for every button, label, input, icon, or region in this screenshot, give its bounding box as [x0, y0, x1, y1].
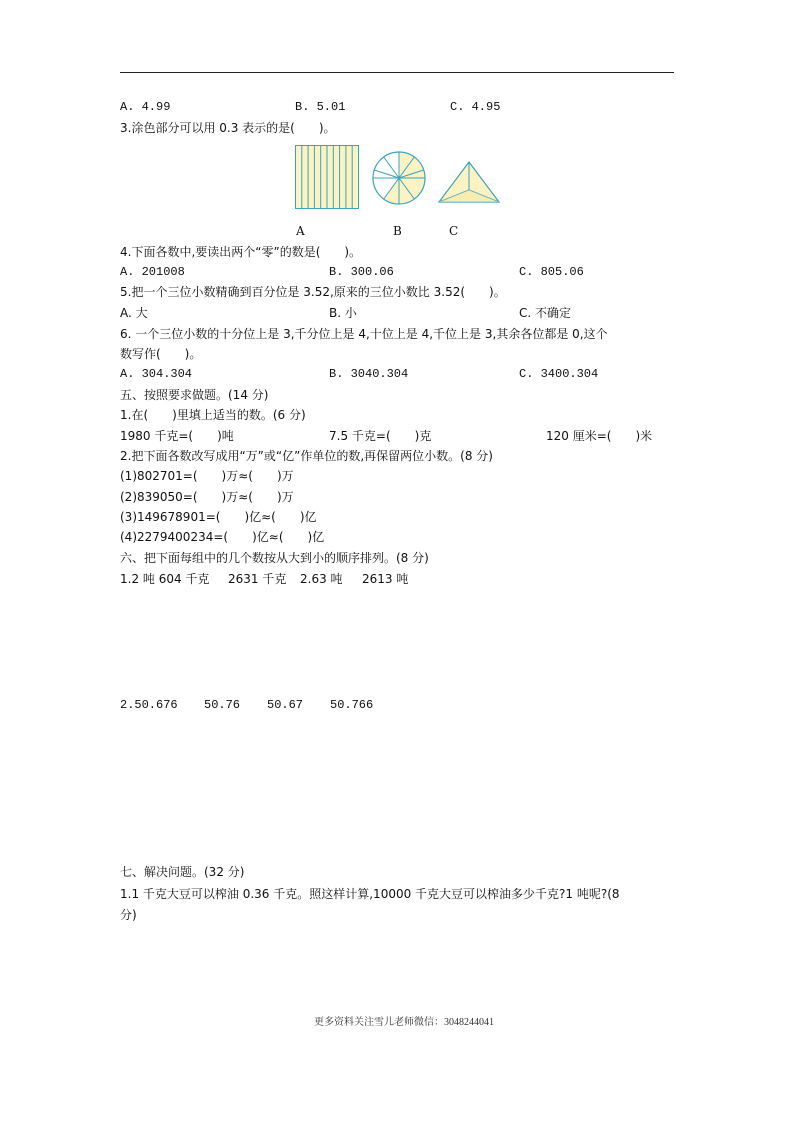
- section6-group1-item: 1.2 吨 604 千克: [120, 572, 210, 586]
- section6-group2-item: 50.67: [267, 698, 304, 712]
- figure-c-triangle: [437, 160, 501, 204]
- q4-option-a[interactable]: A. 201008: [120, 265, 185, 279]
- section6-group1-item: 2.63 吨: [300, 572, 343, 586]
- figure-label-c: C: [449, 224, 459, 238]
- section7-q1-line1: 1.1 千克大豆可以榨油 0.36 千克。照这样计算,10000 千克大豆可以榨油多少千克?1 吨呢?(8: [120, 887, 620, 901]
- figure-b-circle: [371, 150, 427, 206]
- section7-title: 七、解决问题。(32 分): [120, 865, 245, 879]
- q6-option-b[interactable]: B. 3040.304: [329, 367, 409, 381]
- footer-note: 更多资料关注雪儿老师微信：3048244041: [314, 1017, 494, 1028]
- q6-question-line1: 6. 一个三位小数的十分位上是 3,千分位上是 4,十位上是 4,千位上是 3,其余各位都是 0,这个: [120, 327, 608, 341]
- top-rule: [120, 72, 674, 73]
- prev-option-b[interactable]: B. 5.01: [295, 100, 346, 114]
- section6-group1-item: 2631 千克: [228, 572, 287, 586]
- section5-sub1-item[interactable]: 120 厘米=( )米: [546, 429, 653, 443]
- q5-option-b[interactable]: B. 小: [329, 306, 357, 320]
- figure-label-a: A: [296, 224, 305, 238]
- section5-sub1-item[interactable]: 7.5 千克=( )克: [329, 429, 432, 443]
- section5-sub2-title: 2.把下面各数改写成用“万”或“亿”作单位的数,再保留两位小数。(8 分): [120, 449, 493, 463]
- section6-group2-item: 2.50.676: [120, 698, 178, 712]
- q4-option-b[interactable]: B. 300.06: [329, 265, 394, 279]
- section5-sub2-item[interactable]: (3)149678901=( )亿≈( )亿: [120, 510, 317, 524]
- section7-q1-line2: 分): [120, 908, 137, 922]
- q6-question-line2: 数写作( )。: [120, 347, 202, 361]
- prev-option-c[interactable]: C. 4.95: [450, 100, 501, 114]
- figure-a-striped-square: [295, 145, 359, 209]
- section5-sub2-item[interactable]: (2)839050=( )万≈( )万: [120, 490, 294, 504]
- q5-question: 5.把一个三位小数精确到百分位是 3.52,原来的三位小数比 3.52( )。: [120, 285, 506, 299]
- section6-title: 六、把下面每组中的几个数按从大到小的顺序排列。(8 分): [120, 551, 429, 565]
- section6-group1-item: 2613 吨: [362, 572, 409, 586]
- q4-option-c[interactable]: C. 805.06: [519, 265, 584, 279]
- section5-sub2-item[interactable]: (1)802701=( )万≈( )万: [120, 469, 294, 483]
- section5-sub1-title: 1.在( )里填上适当的数。(6 分): [120, 408, 306, 422]
- figure-label-b: B: [393, 224, 402, 238]
- prev-option-a[interactable]: A. 4.99: [120, 100, 171, 114]
- section5-title: 五、按照要求做题。(14 分): [120, 388, 269, 402]
- section6-group2-item: 50.766: [330, 698, 374, 712]
- q3-question: 3.涂色部分可以用 0.3 表示的是( )。: [120, 121, 336, 135]
- section5-sub2-item[interactable]: (4)2279400234=( )亿≈( )亿: [120, 530, 325, 544]
- q6-option-a[interactable]: A. 304.304: [120, 367, 193, 381]
- q4-question: 4.下面各数中,要读出两个“零”的数是( )。: [120, 245, 362, 259]
- q6-option-c[interactable]: C. 3400.304: [519, 367, 599, 381]
- section6-group2-item: 50.76: [204, 698, 241, 712]
- q5-option-a[interactable]: A. 大: [120, 306, 148, 320]
- section5-sub1-item[interactable]: 1980 千克=( )吨: [120, 429, 234, 443]
- q5-option-c[interactable]: C. 不确定: [519, 306, 572, 320]
